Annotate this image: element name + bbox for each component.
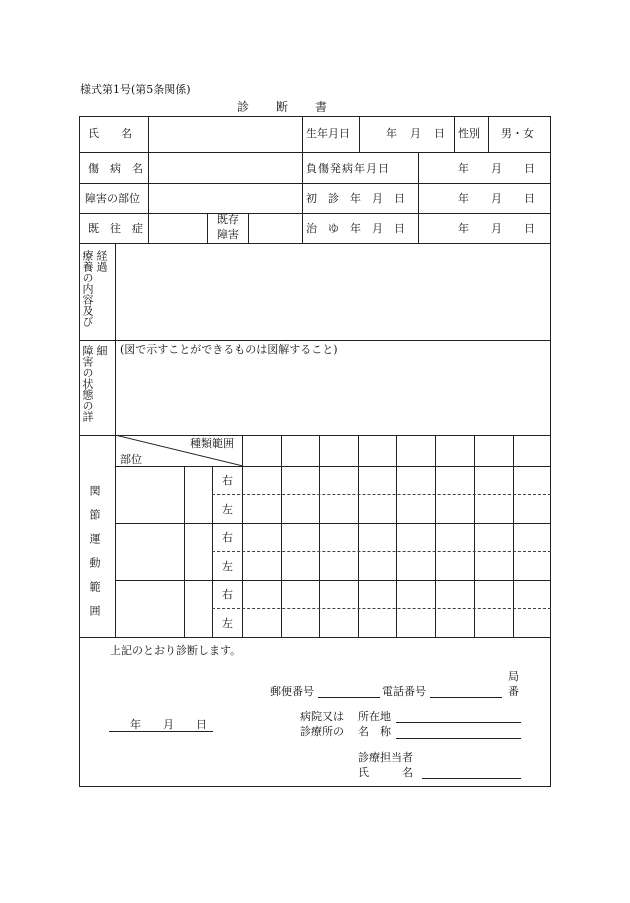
existing-label-2: 障害 [217,228,239,241]
doctor-name-label: 氏 名 [358,766,413,779]
joint-label: 関節運動範囲 [88,485,101,629]
hospital-label-2: 診療所の [300,725,344,738]
doctor-name-field[interactable] [422,778,521,779]
first-visit-label: 初 診 年 月 日 [306,192,405,205]
phone-field[interactable] [430,697,502,698]
disability-site-label: 障害の部位 [85,192,140,205]
clinic-name-field[interactable] [396,738,521,739]
diagnosis-date[interactable]: 年 月 日 [130,718,207,731]
course-label-col1: 療養の内容及び [81,250,94,327]
course-field[interactable] [116,244,550,339]
header-site: 部位 [120,453,142,466]
document-title: 診 断 書 [237,100,329,114]
injury-date-value[interactable]: 年 月 日 [458,162,535,175]
disability-site-field[interactable] [149,184,301,212]
right-label: 右 [222,588,233,601]
left-label: 左 [222,503,233,516]
disease-field[interactable] [149,153,301,182]
doctor-label: 診療担当者 [358,751,413,764]
detail-label-col2: 細 [95,345,108,356]
ban-label: 番 [508,685,519,698]
detail-note: (図で示すことができるものは図解すること) [120,343,338,356]
history-field[interactable] [149,214,206,242]
address-label: 所在地 [358,710,391,723]
kyoku-label: 局 [508,670,519,683]
address-field[interactable] [396,722,521,723]
header-type-range: 種類範囲 [190,437,234,450]
hospital-label-1: 病院又は [300,710,344,723]
name-label: 氏 名 [88,127,132,140]
sex-label: 性別 [458,127,480,140]
phone-label: 電話番号 [382,685,426,698]
detail-label-col1: 障害の状態の詳 [81,345,94,422]
first-visit-value[interactable]: 年 月 日 [458,192,535,205]
postal-field[interactable] [318,697,380,698]
healed-value[interactable]: 年 月 日 [458,222,535,235]
clinic-name-label: 名 称 [358,725,391,738]
right-label: 右 [222,531,233,544]
history-label: 既 往 症 [88,222,143,235]
sex-value[interactable]: 男・女 [501,127,534,140]
existing-field[interactable] [249,214,301,242]
right-label: 右 [222,474,233,487]
diagnosis-date-line [109,731,213,732]
name-field[interactable] [149,117,301,152]
statement: 上記のとおり診断します。 [110,644,242,657]
detail-field[interactable] [116,358,550,434]
left-label: 左 [222,560,233,573]
existing-label-1: 既存 [217,213,239,226]
postal-label: 郵便番号 [270,685,314,698]
disease-label: 傷 病 名 [88,162,143,175]
injury-date-label: 負傷発病年月日 [306,162,390,175]
healed-label: 治 ゆ 年 月 日 [306,222,405,235]
course-label-col2: 経過 [95,250,108,272]
left-label: 左 [222,617,233,630]
dob-label: 生年月日 [306,127,350,140]
form-number: 様式第1号(第5条関係) [80,83,191,96]
dob-value[interactable]: 年 月 日 [386,127,446,140]
